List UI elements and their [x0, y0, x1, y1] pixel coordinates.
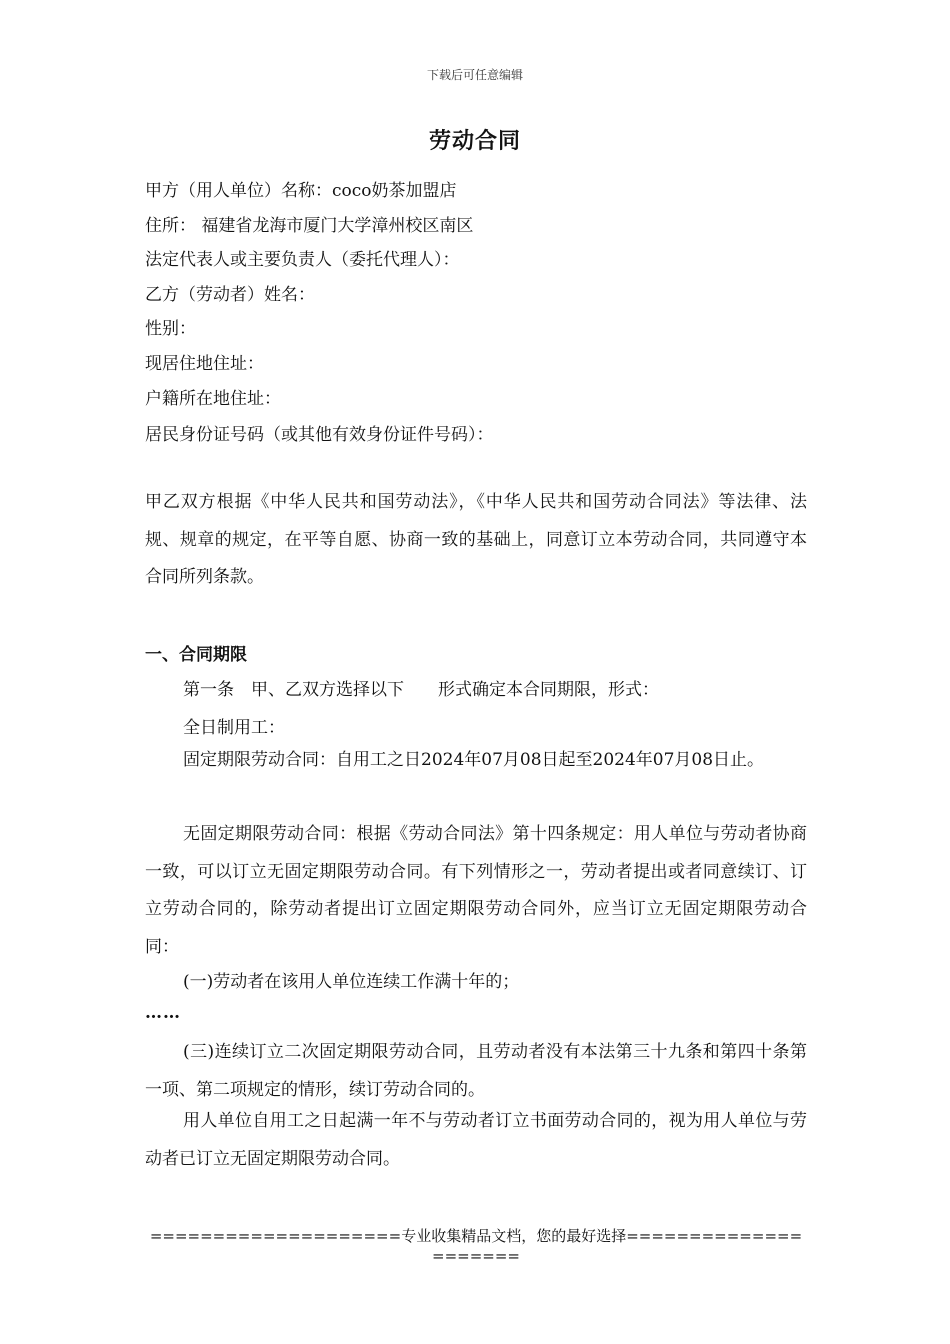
article-1: 第一条 甲、乙双方选择以下 形式确定本合同期限，形式：: [183, 680, 659, 700]
party-a-name: 甲方（用人单位）名称：coco奶茶加盟店: [145, 181, 457, 201]
party-b-id-number: 居民身份证号码（或其他有效身份证件号码）：: [145, 425, 494, 445]
fulltime-employment: 全日制用工：: [183, 718, 285, 738]
condition-item-3: (三)连续订立二次固定期限劳动合同，且劳动者没有本法第三十九条和第四十条第一项、第二项规定的情形，续订劳动合同的。: [145, 1042, 807, 1100]
open-term-contract: 无固定期限劳动合同：根据《劳动合同法》第十四条规定：用人单位与劳动者协商一致，可以订立无固定期限劳动合同。有下列情形之一，劳动者提出或者同意续订、订立劳动合同的，除劳动者提出订立固定期限劳动合同外，应当订立无固定期限劳动合同：: [145, 824, 807, 957]
party-b-current-address: 现居住地住址：: [145, 354, 264, 374]
deemed-open-term-clause: 用人单位自用工之日起满一年不与劳动者订立书面劳动合同的，视为用人单位与劳动者已订立无固定期限劳动合同。: [145, 1111, 807, 1169]
preamble-paragraph: 甲乙双方根据《中华人民共和国劳动法》，《中华人民共和国劳动合同法》等法律、法规、规章的规定，在平等自愿、协商一致的基础上，同意订立本劳动合同，共同遵守本合同所列条款。: [145, 492, 807, 587]
fixed-term-contract: 固定期限劳动合同：自用工之日2024年07月08日起至2024年07月08日止。: [183, 750, 765, 770]
party-b-household-address: 户籍所在地住址：: [145, 389, 281, 409]
document-title: 劳动合同: [428, 129, 521, 154]
party-b-gender: 性别：: [145, 319, 196, 339]
header-note: 下载后可任意编辑: [426, 68, 523, 82]
legal-representative: 法定代表人或主要负责人（委托代理人）：: [145, 250, 460, 270]
party-b-name: 乙方（劳动者）姓名：: [145, 285, 315, 305]
party-a-address: 住所： 福建省龙海市厦门大学漳州校区南区: [145, 216, 474, 236]
footer-banner: ====================专业收集精品文档，您的最好选择=====================: [149, 1227, 803, 1265]
condition-item-1: (一)劳动者在该用人单位连续工作满十年的；: [183, 972, 520, 992]
ellipsis: ……: [145, 1003, 181, 1023]
section-heading-contract-term: 一、合同期限: [145, 645, 247, 665]
